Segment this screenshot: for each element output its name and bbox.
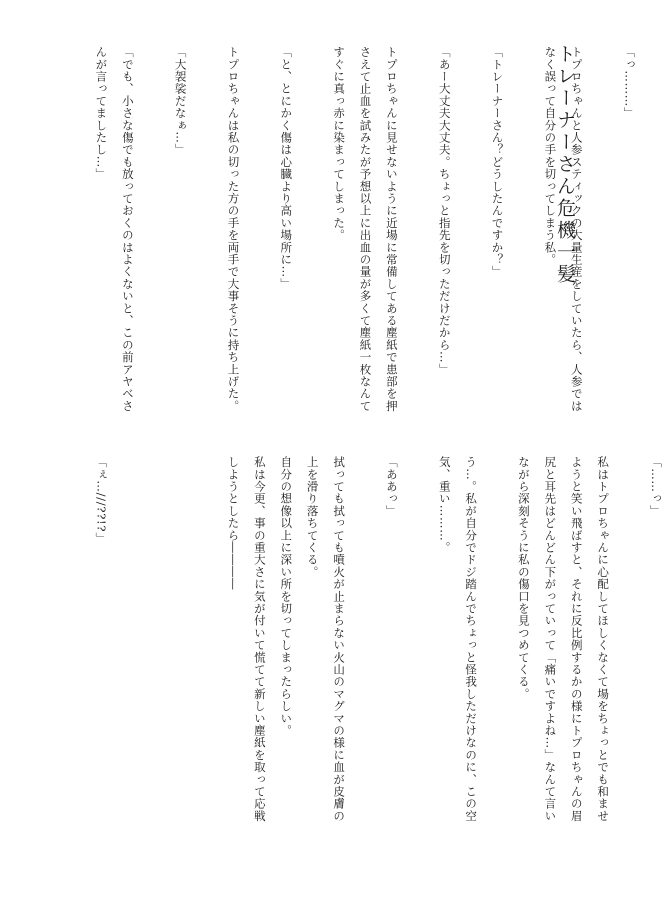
- text-line: ようと笑い飛ばすと、それに反比例するかの様にトプロちゃんの眉: [569, 456, 584, 822]
- upper-text-column: [88, 46, 643, 412]
- text-line: さえて止血を試みたが予想以上に出血の量が多くて塵紙一枚なんて: [358, 46, 373, 412]
- text-line: すぐに真っ赤に染まってしまった。: [332, 46, 347, 242]
- story-title: トレーナーさん危機一髪: [554, 44, 576, 286]
- text-line: 気、重い………。: [437, 456, 452, 554]
- text-line: [141, 456, 167, 822]
- text-line: 自分の想像以上に深い所を切ってしまったらしい。: [279, 456, 294, 737]
- text-line: 「でも、小さな傷でも放っておくのはよくないと、この前アヤベさ: [120, 46, 135, 412]
- text-line: 「ああっ」: [384, 456, 399, 517]
- text-line: なく誤って自分の手を切ってしまう私。: [543, 46, 558, 266]
- text-line: [114, 456, 140, 822]
- text-line: 「ぇ…///??!?」: [94, 456, 109, 545]
- text-line: [458, 46, 484, 412]
- text-line: 私はトプロちゃんに心配してほしくなくて場をちょっとでも和ませ: [596, 456, 611, 822]
- text-line: トプロちゃんは私の切った方の手を両手で大事そうに持ち上げた。: [226, 46, 241, 412]
- text-line: [141, 46, 167, 412]
- text-line: 尻と耳先はどんどん下がっていって「痛いですよね…」なんて言い: [543, 456, 558, 822]
- text-line: [299, 46, 325, 412]
- text-line: [194, 456, 220, 822]
- text-line: しようとしたら――――: [226, 456, 241, 591]
- text-line: [511, 46, 537, 412]
- text-line: [484, 456, 510, 822]
- text-line: [616, 456, 642, 822]
- text-line: トプロちゃんに見せないように近場に常備してある塵紙で患部を押: [384, 46, 399, 412]
- text-line: 「っ………」: [622, 46, 637, 120]
- text-line: [246, 46, 272, 412]
- text-line: [194, 46, 220, 412]
- text-line: 「……っ」: [648, 456, 663, 517]
- text-line: [405, 456, 431, 822]
- text-line: 「トレーナーさん？どうしたんですか？」: [490, 46, 505, 278]
- text-line: 「大袈裟だなぁ…」: [173, 46, 188, 156]
- text-line: 「と、とにかく傷は心臓より高い場所に…」: [279, 46, 294, 290]
- text-line: 上を滑り落ちてくる。: [305, 456, 320, 578]
- text-line: 私は今更、事の重大さに気が付いて慌てて新しい塵紙を取って応戦: [252, 456, 267, 822]
- text-line: [590, 46, 616, 412]
- text-line: [405, 46, 431, 412]
- text-line: 「あー大丈夫大丈夫。ちょっと指先を切っただけだから…」: [437, 46, 452, 376]
- text-line: ながら深刻そうに私の傷口を見つめてくる。: [516, 456, 531, 700]
- text-line: 拭っても拭っても噴火が止まらない火山のマグマの様に血が皮膚の: [332, 456, 347, 822]
- lower-text-column: [88, 456, 669, 822]
- text-line: [167, 456, 193, 822]
- text-line: トプロちゃんと人参スティックの大量生産をしていたら、人参では: [569, 46, 584, 412]
- text-line: [352, 456, 378, 822]
- text-line: う…。私が自分でドジ踏んでちょっと怪我しただけなのに、この空: [464, 456, 479, 822]
- text-line: んが言ってましたし…」: [94, 46, 109, 181]
